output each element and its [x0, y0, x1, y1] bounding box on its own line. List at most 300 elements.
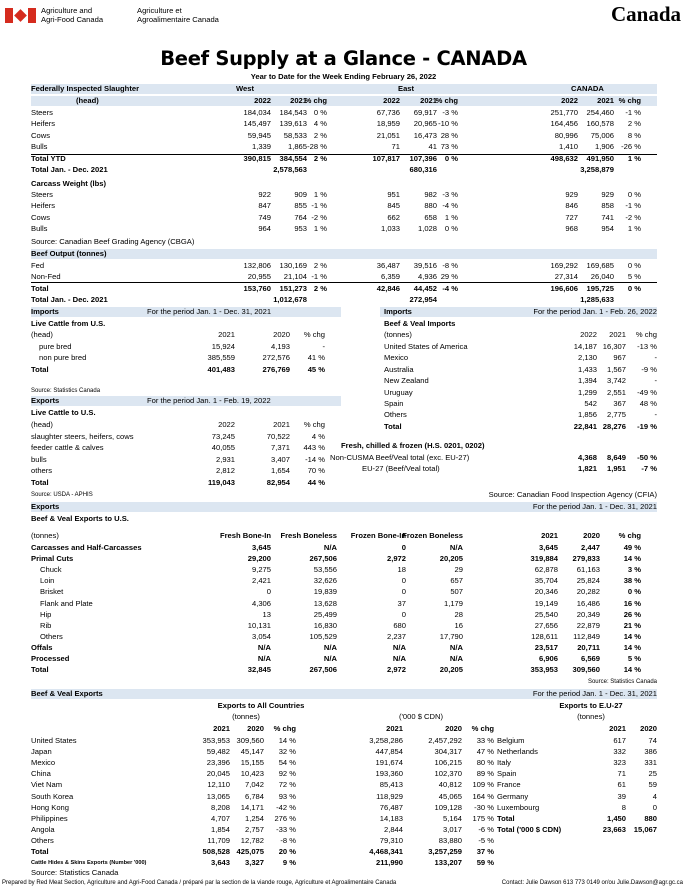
imports-beef-header [380, 307, 657, 317]
table-cell: 6,906 [538, 654, 558, 663]
table-cell: 18,959 [376, 119, 400, 129]
table-cell: 5 % [627, 654, 641, 663]
table-cell: 191,674 [375, 758, 403, 768]
exports-us-row [31, 665, 657, 675]
table-cell: 3,327 [244, 858, 264, 868]
table-cell: 29 % [440, 272, 458, 282]
table-cell: 1,856 [577, 410, 597, 420]
table-cell: 22,879 [576, 620, 600, 630]
table-cell: 20,955 [247, 272, 271, 282]
table-cell: 211,990 [375, 858, 403, 868]
table-cell: East [398, 84, 415, 93]
table-cell: 59,482 [206, 747, 230, 757]
table-cell: 8 [621, 802, 626, 812]
fresh-frozen-title [341, 441, 651, 451]
slaughter-row [31, 142, 657, 152]
table-cell: 3,645 [538, 543, 558, 552]
table-cell: Carcass Weight (lbs) [31, 179, 106, 188]
table-cell: 2021 [273, 420, 290, 429]
table-cell: 33 % [476, 736, 494, 745]
table-cell: 0 [401, 609, 406, 619]
table-cell: 909 [294, 190, 307, 199]
table-cell: 53,556 [313, 565, 337, 575]
imports-live-row [31, 353, 341, 363]
table-cell: 47 % [476, 747, 494, 757]
table-cell: 968 [565, 224, 578, 234]
table-cell: -6 % [478, 824, 494, 834]
table-cell: 447,854 [375, 747, 403, 757]
table-cell: Uruguay [384, 387, 413, 397]
table-cell: 1,865 [287, 142, 307, 152]
table-cell: 132,806 [243, 261, 271, 270]
table-cell: 20,965 [413, 119, 437, 129]
table-cell: 73,245 [211, 432, 235, 441]
table-cell: 25,824 [576, 576, 600, 586]
table-cell: 9,275 [251, 565, 271, 575]
table-cell: (head) [31, 330, 53, 339]
table-cell: Rib [40, 620, 52, 630]
table-cell: 73 % [440, 142, 458, 152]
table-cell: Flank and Plate [40, 598, 93, 608]
imports-beef-row [380, 410, 657, 420]
table-cell: -4 % [442, 201, 458, 211]
table-cell: 20,349 [576, 609, 600, 619]
table-cell: 1,394 [577, 376, 597, 386]
table-cell: Total Jan. - Dec. 2021 [31, 295, 108, 305]
exports-us-row [31, 587, 657, 597]
table-cell: 2021 [609, 330, 626, 339]
slaughter-row [31, 119, 657, 129]
table-cell: 2,972 [386, 554, 406, 564]
table-cell: 29,200 [247, 554, 271, 564]
table-cell: 2021 [597, 96, 614, 105]
table-cell: 0 % [313, 108, 327, 117]
table-cell: 845 [387, 201, 400, 211]
table-cell: 2 % [627, 119, 641, 129]
table-cell: 929 [565, 190, 578, 199]
table-cell: 40,812 [438, 780, 462, 790]
table-cell: Source: USDA - APHIS [31, 492, 93, 498]
table-cell: 4,368 [577, 453, 597, 462]
table-cell: 1,433 [577, 364, 597, 374]
table-cell: 507 [450, 587, 463, 597]
table-cell: 764 [294, 212, 307, 222]
table-cell: 2021 [386, 724, 403, 733]
table-cell: Primal Cuts [31, 554, 74, 564]
table-cell: For the period Jan. 1 - Feb. 19, 2022 [147, 396, 271, 405]
exports-live-row [31, 455, 341, 465]
table-cell: 39,516 [413, 261, 437, 270]
table-cell: N/A [323, 642, 337, 652]
table-cell: 2,757 [244, 824, 264, 834]
table-cell: Australia [384, 364, 414, 374]
table-cell: % chg [303, 420, 325, 429]
table-cell: Imports [384, 307, 412, 316]
table-cell: (head) [31, 420, 53, 429]
exports-us-row [31, 554, 657, 564]
table-cell: Frozen Bone-In [350, 531, 406, 540]
table-cell: -33 % [276, 824, 296, 834]
table-cell: 21,104 [283, 272, 307, 282]
table-cell: -7 % [641, 464, 657, 473]
table-cell: N/A [323, 543, 337, 552]
table-cell: 727 [565, 212, 578, 222]
table-cell: 16,830 [313, 620, 337, 630]
table-cell: New Zealand [384, 376, 429, 386]
footer-contact: Contact: Julie Dawson 613 773 0149 or/ou Julie.Dawson@agr.gc.ca [501, 880, 683, 886]
table-cell: 59 [648, 780, 657, 790]
table-cell: 128,611 [531, 631, 558, 641]
table-cell: Source: Statistics Canada [587, 679, 657, 685]
table-cell: 8 % [627, 130, 641, 140]
table-cell: Steers [31, 108, 53, 117]
table-cell: 14 % [278, 736, 296, 745]
table-cell: West [236, 84, 255, 93]
table-cell: -1 % [625, 201, 641, 211]
table-cell: -42 % [276, 802, 296, 812]
table-cell: N/A [392, 654, 406, 663]
table-cell: 4 % [313, 119, 327, 129]
table-cell: 2,578,563 [273, 165, 307, 174]
table-cell: 26,040 [590, 272, 614, 282]
table-cell: 386 [644, 747, 657, 757]
table-cell: 184,034 [243, 108, 271, 117]
table-cell: Exports [31, 396, 60, 405]
table-cell: 151,273 [279, 283, 307, 293]
table-cell: 79,310 [379, 835, 403, 845]
exports-us-title [31, 514, 657, 524]
table-cell: 4 % [311, 432, 325, 441]
table-cell: 323 [613, 758, 626, 768]
table-cell: 6,359 [380, 272, 400, 282]
table-cell: 880 [644, 813, 657, 823]
table-cell: % chg [273, 724, 296, 733]
table-cell: 130,169 [279, 261, 307, 270]
table-cell: 922 [258, 190, 271, 199]
table-cell: 251,770 [550, 108, 578, 117]
eu-columns [480, 724, 657, 734]
table-cell: Carcasses and Half-Carcasses [31, 543, 142, 552]
table-cell: Mexico [384, 353, 409, 363]
imports-beef-columns [380, 330, 657, 340]
table-cell: 662 [387, 212, 400, 222]
table-cell: N/A [392, 642, 406, 652]
table-cell: 44 % [307, 477, 325, 487]
table-cell: 267,506 [309, 665, 337, 675]
table-cell: % chg [635, 330, 657, 339]
table-cell: 1,033 [380, 224, 400, 234]
exports-live-title [31, 408, 341, 418]
table-cell: Source: Canadian Food Inspection Agency (CFIA) [488, 490, 657, 499]
table-cell: 61,163 [576, 565, 600, 575]
table-cell: 21 % [623, 620, 641, 630]
table-cell: Source: Statistics Canada [31, 868, 119, 877]
table-cell: 1,821 [577, 464, 597, 473]
table-cell: (tonnes) [384, 330, 412, 339]
table-cell: 14,183 [379, 813, 403, 823]
table-cell: 20,346 [534, 587, 558, 597]
table-cell: For the period Jan. 1 - Dec. 31, 2021 [532, 502, 657, 511]
table-cell: 23,517 [534, 642, 558, 652]
table-cell: 3,643 [210, 858, 230, 868]
table-cell: 83,880 [438, 835, 462, 845]
divider [31, 282, 657, 283]
table-cell: 2,130 [577, 353, 597, 363]
table-cell: Belgium [497, 736, 525, 745]
table-cell: -5 % [478, 835, 494, 845]
table-cell: 85,413 [379, 780, 403, 790]
department-name-en: Agriculture and Agri-Food Canada [41, 6, 104, 24]
table-cell: N/A [257, 642, 271, 652]
table-cell: 2,931 [215, 454, 235, 464]
table-cell: Total [31, 283, 49, 293]
table-cell: 319,884 [530, 554, 558, 564]
table-cell: 542 [584, 399, 597, 408]
table-cell: 2 % [313, 283, 327, 293]
table-cell: 12,110 [207, 780, 230, 790]
table-cell: 2,972 [386, 665, 406, 675]
table-cell: 0 [652, 802, 657, 812]
table-cell: 105,529 [309, 631, 337, 641]
table-cell: Non-CUSMA Beef/Veal total (exc. EU-27) [330, 453, 470, 462]
table-cell: 491,950 [586, 153, 614, 163]
table-cell: 20 % [278, 847, 296, 856]
table-cell: 2021 [213, 724, 230, 733]
table-cell: 17,790 [439, 631, 463, 641]
table-cell: 45,147 [240, 747, 264, 757]
table-cell: 59,945 [247, 130, 271, 140]
table-cell: Loin [40, 576, 55, 586]
table-cell: 617 [613, 736, 626, 745]
table-cell: 954 [601, 224, 614, 234]
imports-live-columns [31, 330, 341, 340]
table-cell: 13,628 [313, 598, 337, 608]
table-cell: 401,483 [207, 364, 235, 374]
table-cell: 14 % [623, 554, 641, 564]
exports-live-row [31, 478, 341, 488]
table-cell: 39 [617, 791, 626, 801]
table-cell: 353,953 [530, 665, 558, 675]
table-cell: 0 % [627, 261, 641, 270]
table-cell: 1,951 [606, 464, 626, 473]
imports-beef-row [380, 376, 657, 386]
table-cell: others [31, 466, 53, 476]
table-cell: % chg [618, 531, 641, 540]
table-cell: 2,551 [606, 387, 626, 397]
table-cell: Brisket [40, 587, 64, 597]
table-cell: Luxembourg [497, 802, 540, 812]
imports-beef-row [380, 422, 657, 432]
table-cell: non pure bred [39, 353, 87, 363]
table-cell: 2 % [313, 130, 327, 140]
table-cell: 107,817 [372, 153, 400, 163]
table-cell: 272,576 [262, 353, 290, 363]
table-cell: 2021 [420, 96, 437, 105]
table-cell: Others [40, 631, 63, 641]
table-cell: 1,254 [244, 813, 264, 823]
imports-beef-row [380, 353, 657, 363]
table-cell: 1,450 [606, 813, 626, 823]
table-cell: Exports [31, 502, 60, 511]
table-cell: 0 [401, 587, 406, 597]
table-cell: 2022 [561, 96, 578, 105]
table-cell: -10 % [438, 119, 458, 129]
table-cell: -8 % [442, 261, 458, 270]
page-title: Beef Supply at a Glance - CANADA [160, 47, 527, 70]
table-cell: feeder cattle & calves [31, 443, 104, 453]
table-cell: 102,370 [434, 769, 462, 779]
table-cell: 80 % [476, 758, 494, 768]
table-cell: 59 % [476, 858, 494, 868]
beef-output-row [31, 284, 657, 294]
footer-prepared-by: Prepared by Red Meat Section, Agriculture and Agri-Food Canada / préparé par la section de la viande rouge, Agriculture et Agroalimentaire Canada [2, 880, 397, 886]
exports-us-row [31, 565, 657, 575]
table-cell: 498,632 [550, 153, 578, 163]
table-cell: 353,953 [202, 736, 230, 745]
exports-all-row [31, 847, 657, 857]
table-cell: Spain [497, 769, 517, 779]
table-cell: Total Jan. - Dec. 2021 [31, 165, 108, 174]
exports-all-source [31, 868, 657, 878]
table-cell: 16,486 [576, 598, 600, 608]
table-cell: 929 [601, 190, 614, 199]
table-cell: 14 % [623, 642, 641, 652]
table-cell: 8,649 [606, 453, 626, 462]
imports-beef-title [380, 319, 657, 329]
table-cell: 367 [613, 399, 626, 408]
table-cell: 169,685 [586, 261, 614, 270]
beef-output-header [31, 249, 657, 259]
table-cell: 8,208 [210, 802, 230, 812]
table-cell: Total ('000 $ CDN) [497, 824, 562, 834]
table-cell: 385,559 [207, 353, 235, 363]
table-cell: (tonnes) [577, 712, 605, 721]
carcass-row [31, 213, 657, 223]
exports-live-row [31, 432, 341, 442]
table-cell: 4,936 [417, 272, 437, 282]
exports-live-columns [31, 420, 341, 430]
table-cell: 75,006 [590, 130, 614, 140]
table-cell: 32,845 [247, 665, 271, 675]
beef-output-row [31, 272, 657, 282]
table-cell: 508,528 [202, 847, 230, 856]
table-cell: % chg [471, 724, 494, 733]
table-cell: Heifers [31, 119, 56, 129]
eu-row [497, 780, 657, 790]
table-cell: 951 [387, 190, 400, 199]
table-cell: 2021 [609, 724, 626, 733]
table-cell: 6,784 [244, 791, 264, 801]
table-cell: 45,065 [438, 791, 462, 801]
table-cell: 25 [648, 769, 657, 779]
table-cell: Processed [31, 654, 70, 663]
table-cell: % chg [304, 96, 327, 105]
statcan-source: Source: Statistics Canada [31, 388, 101, 394]
table-cell: 29 [454, 565, 463, 575]
table-cell: 1,567 [606, 364, 626, 374]
table-cell: 16,473 [413, 130, 437, 140]
eu-row [497, 747, 657, 757]
table-cell: Exports to E.U-27 [559, 701, 623, 710]
table-cell: 2020 [583, 531, 600, 540]
table-cell: For the period Jan. 1 - Dec. 31, 2021 [532, 689, 657, 698]
table-cell: 880 [424, 201, 437, 211]
table-cell: 276 % [274, 813, 296, 823]
table-cell: 76,487 [379, 802, 403, 812]
table-cell: 41 % [307, 353, 325, 363]
table-cell: 27,314 [554, 272, 578, 282]
table-cell: 0 % [627, 283, 641, 293]
table-cell: 16 [454, 620, 463, 630]
table-cell: 71 [617, 769, 626, 779]
table-cell: 4,468,341 [369, 847, 403, 856]
table-cell: 3,645 [251, 543, 271, 552]
table-cell: 5 % [627, 272, 641, 282]
table-cell: 680 [393, 620, 406, 630]
table-cell: 1,854 [210, 824, 230, 834]
table-cell: Total [31, 847, 49, 856]
table-cell: Non-Fed [31, 272, 61, 282]
table-cell: Others [31, 835, 54, 845]
table-cell: % chg [618, 96, 641, 105]
table-cell: 2021 [218, 330, 235, 339]
table-cell: 2020 [640, 724, 657, 733]
table-cell: 196,606 [550, 283, 578, 293]
table-cell: 54 % [278, 758, 296, 768]
table-cell: Philippines [31, 813, 68, 823]
table-cell: Federally Inspected Slaughter [31, 84, 140, 93]
table-cell: slaughter steers, heifers, cows [31, 432, 134, 441]
table-cell: 0 % [444, 153, 458, 163]
table-cell: 48 % [639, 399, 657, 408]
exports-us-header [31, 502, 657, 512]
table-cell: 27,656 [534, 620, 558, 630]
table-cell: -49 % [637, 387, 657, 397]
slaughter-row [31, 108, 657, 118]
table-cell: N/A [257, 654, 271, 663]
table-cell: Angola [31, 824, 55, 834]
table-cell: 3,258,286 [369, 736, 403, 745]
table-cell: (head) [76, 96, 99, 105]
exports-us-row [31, 643, 657, 653]
table-cell: -19 % [637, 421, 657, 431]
exports-us-row [31, 632, 657, 642]
table-cell: 2022 [383, 96, 400, 105]
table-cell: -2 % [311, 212, 327, 222]
table-cell: 5,164 [442, 813, 462, 823]
exports-live-header [31, 396, 341, 406]
table-cell: 28 [454, 609, 463, 619]
table-cell: 26 % [623, 609, 641, 619]
slaughter-unit-label [31, 96, 657, 106]
table-cell: Total [31, 665, 49, 675]
imports-live-source [31, 386, 341, 396]
table-cell: Viet Nam [31, 780, 63, 790]
table-cell: 2020 [247, 724, 264, 733]
table-cell: For the period Jan. 1 - Dec. 31, 2021 [147, 307, 272, 316]
table-cell: 1,339 [251, 142, 271, 152]
exports-live-row [31, 443, 341, 453]
table-cell: 20,282 [576, 587, 600, 597]
table-cell: 28 % [440, 130, 458, 140]
table-cell: 953 [294, 224, 307, 234]
exports-live-row [31, 466, 341, 476]
exports-us-row [31, 654, 657, 664]
table-cell: 82,954 [266, 477, 290, 487]
exports-us-row [31, 610, 657, 620]
table-cell: 119,043 [207, 477, 235, 487]
table-cell: 3,054 [251, 631, 271, 641]
